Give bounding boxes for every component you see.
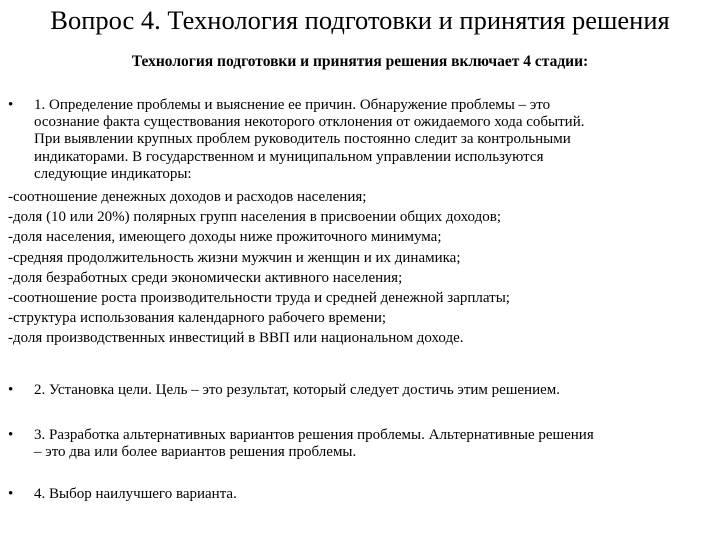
stage-3-line: – это два или более вариантов решения проблемы. <box>34 444 357 461</box>
indicator-item: -средняя продолжительность жизни мужчин и женщин и их динамика; <box>8 249 461 266</box>
indicator-item: -соотношение денежных доходов и расходов населения; <box>8 189 367 205</box>
indicator-item: -доля населения, имеющего доходы ниже прожиточного минимума; <box>8 229 442 246</box>
stage-1-item <box>8 97 712 187</box>
stage-2-line: 2. Установка цели. Цель – это результат, который следует достичь этим решением. <box>34 382 560 398</box>
bullet-icon: • <box>8 382 14 398</box>
stage-1-line: следующие индикаторы: <box>34 165 192 182</box>
indicator-item: -доля (10 или 20%) полярных групп населения в присвоении общих доходов; <box>8 209 501 226</box>
indicator-item: -структура использования календарного рабочего времени; <box>8 310 387 327</box>
indicator-item: -доля производственных инвестиций в ВВП или национальном доходе. <box>8 330 464 347</box>
bullet-icon: • <box>8 97 14 113</box>
stage-4-item <box>8 486 712 506</box>
stage-4-line: 4. Выбор наилучшего варианта. <box>34 486 237 502</box>
stage-2-item <box>8 382 712 402</box>
stage-2-text <box>34 382 560 399</box>
stage-1-line: индикаторами. В государственном и муниципальном управлении используются <box>34 148 544 165</box>
indicator-item: -доля безработных среди экономически активного населения; <box>8 269 403 286</box>
stage-3-item <box>8 427 712 463</box>
bullet-icon: • <box>8 427 14 443</box>
stage-1-line: 1. Определение проблемы и выяснение ее причин. Обнаружение проблемы – это <box>34 97 551 113</box>
stage-1-line: осознание факта существования некоторого отклонения от ожидаемого хода событий. <box>34 114 585 131</box>
stage-1-text <box>34 97 584 183</box>
stage-3-line: 3. Разработка альтернативных вариантов решения проблемы. Альтернативные решения <box>34 427 594 443</box>
bullet-icon: • <box>8 486 14 502</box>
indicator-item: -соотношение роста производительности труда и средней денежной зарплаты; <box>8 290 510 307</box>
slide-title: Вопрос 4. Технология подготовки и принятия решения <box>50 5 670 35</box>
slide-subtitle: Технология подготовки и принятия решения включает 4 стадии: <box>131 53 589 70</box>
stage-4-text <box>34 486 237 503</box>
stage-1-line: При выявлении крупных проблем руководитель постоянно следит за контрольными <box>34 131 571 148</box>
indicators-list <box>8 187 510 349</box>
stage-3-text <box>34 427 594 461</box>
